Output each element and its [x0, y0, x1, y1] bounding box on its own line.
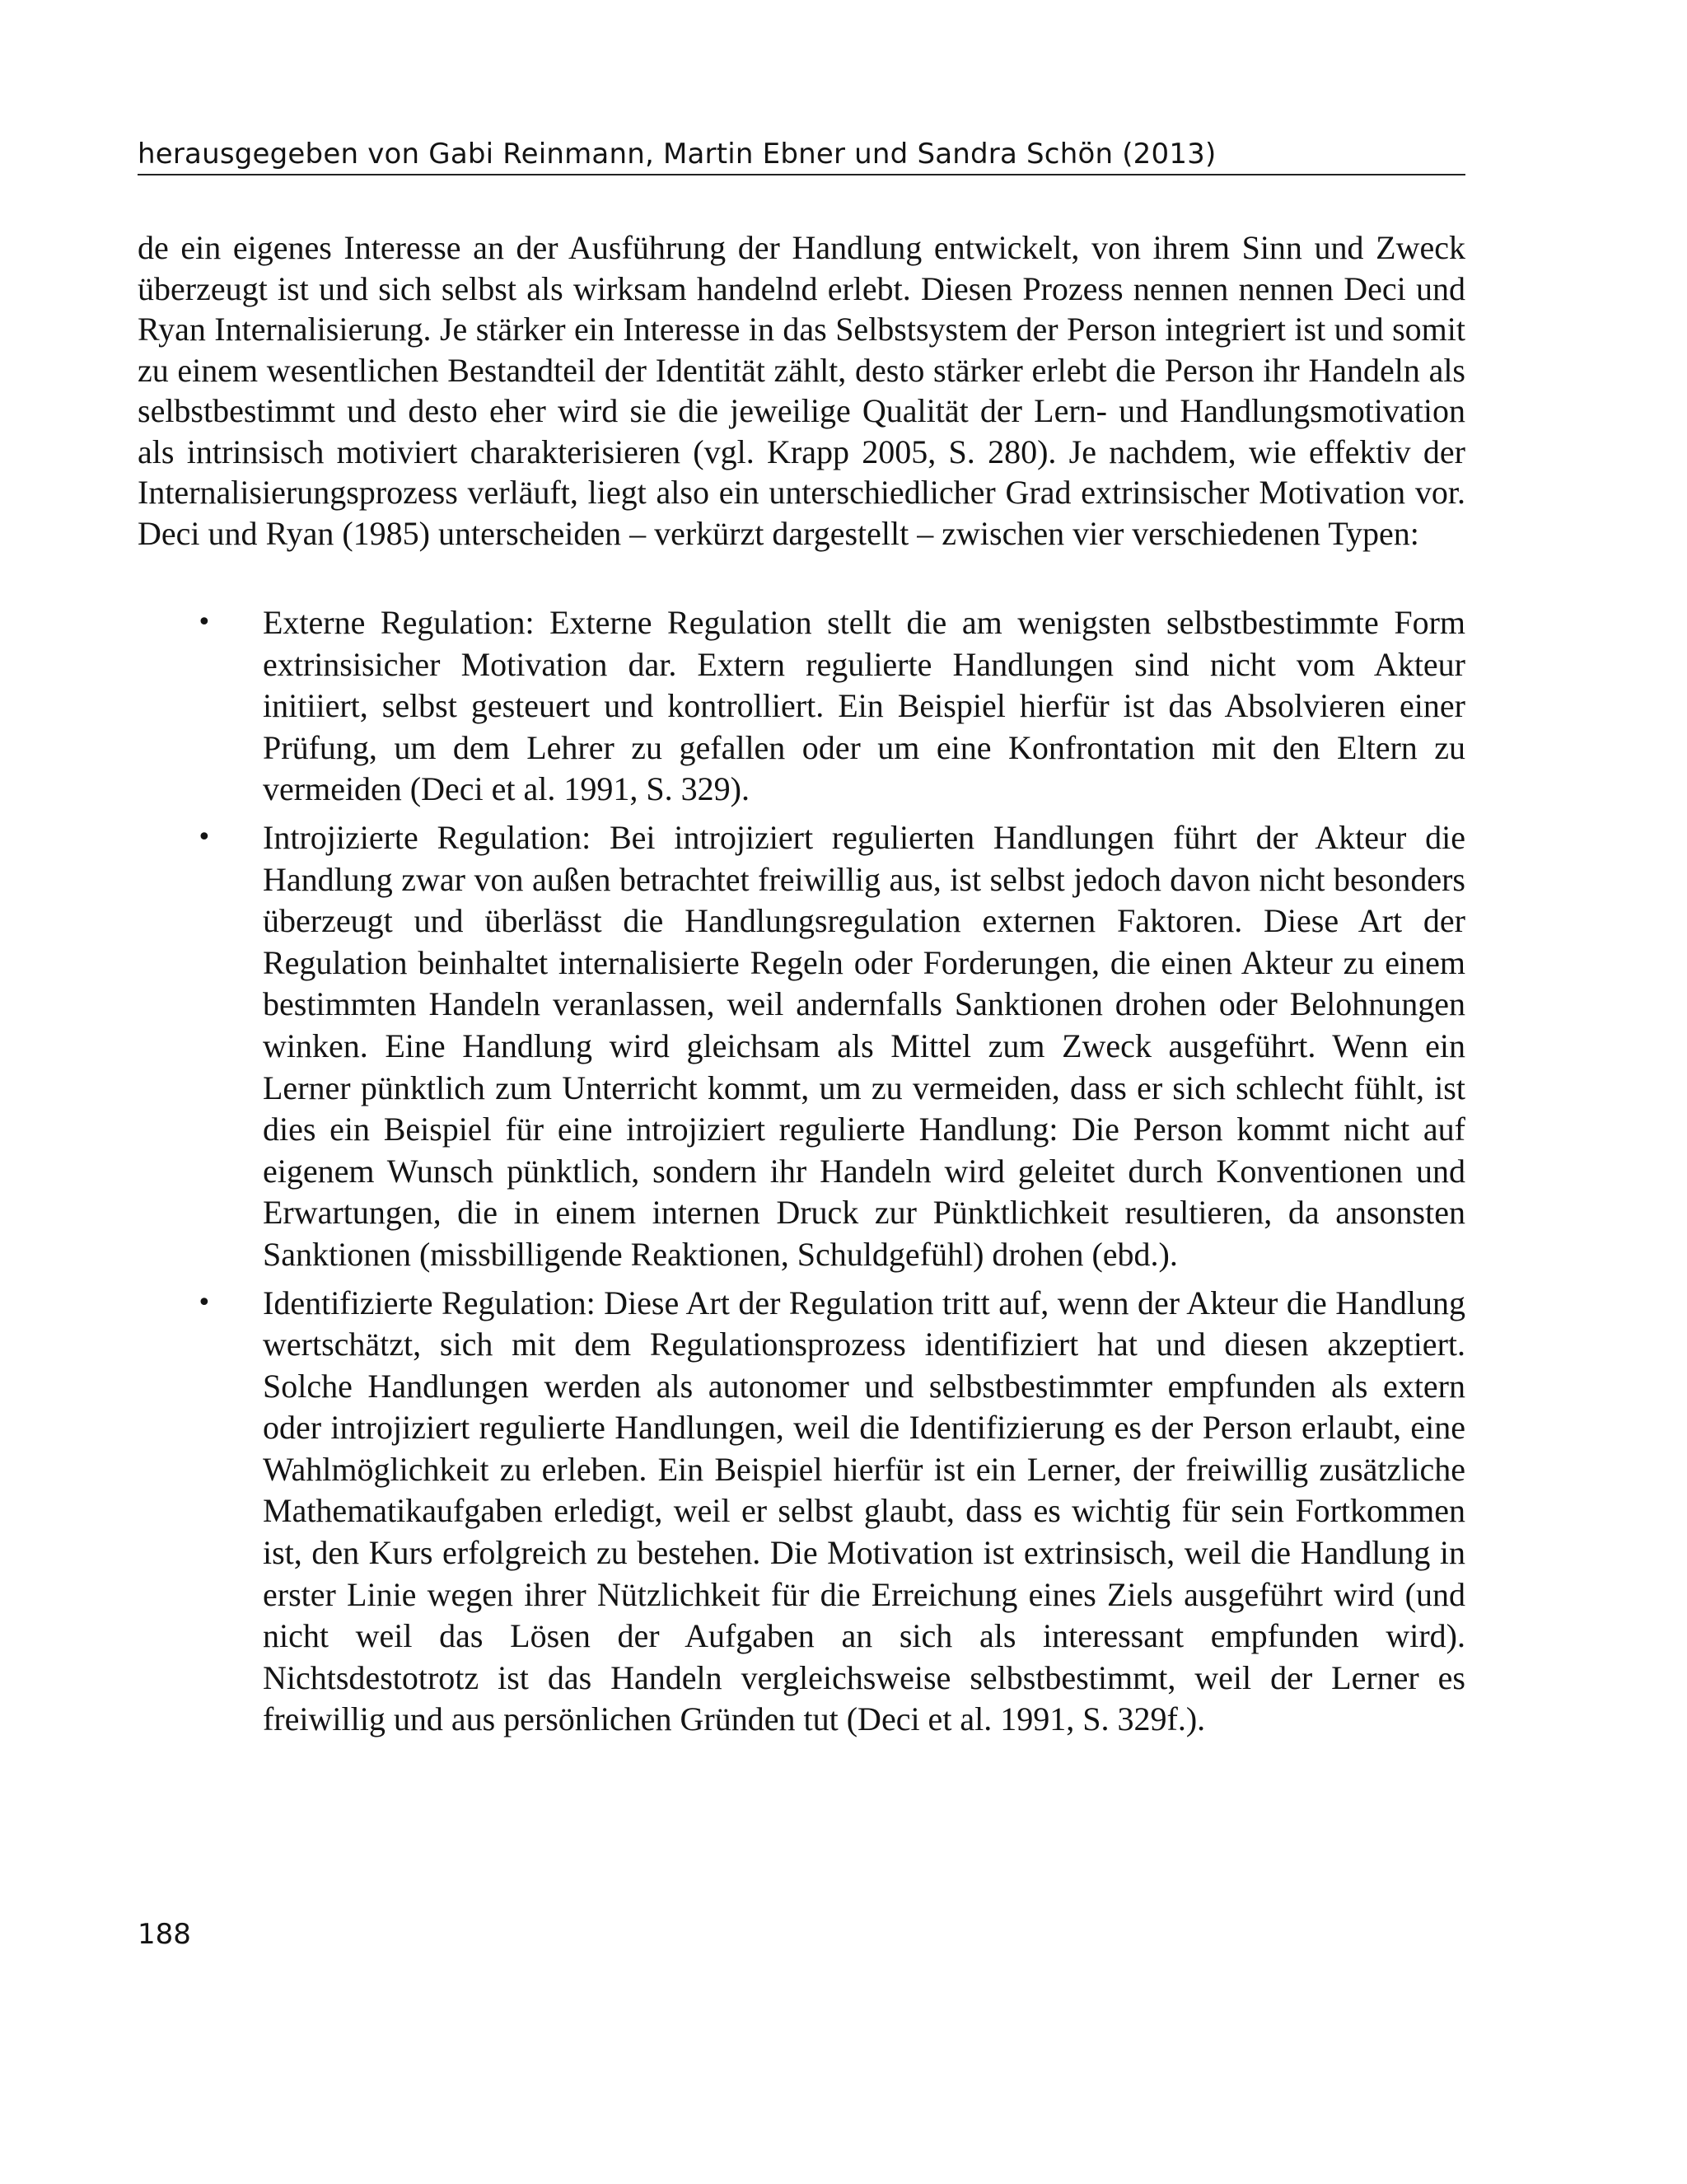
list-item-externe-regulation — [138, 602, 1465, 811]
list-item-text: Identifizierte Regulation: Diese Art der Regulation tritt auf, wenn der Akteur die Handlung wertschätzt, sich mit dem Regulationsprozess identifiziert hat und diesen akzeptiert. Solche Handlungen werden als autonomer und selbstbestimmter empfunden als extern oder introjiziert regulierte Handlungen, weil die Identifizierung es der Person erlaubt, eine Wahlmöglichkeit zu erleben. Ein Beispiel hierfür ist ein Lerner, der freiwillig zusätzliche Mathematikaufgaben erledigt, weil er selbst glaubt, dass es wichtig für sein Fortkommen ist, den Kurs erfolgreich zu bestehen. Die Motivation ist extrinsisch, weil die Handlung in erster Linie wegen ihrer Nützlichkeit für die Erreichung eines Ziels ausgeführt wird (und nicht weil das Lösen der Aufgaben an sich als interessant empfunden wird). Nichtsdestotrotz ist das Handeln vergleichsweise selbstbestimmt, weil der Lerner es freiwillig und aus persönlichen Gründen tut (Deci et al. 1991, S. 329f.). — [263, 1284, 1465, 1738]
list-item-identifizierte-regulation — [138, 1283, 1465, 1742]
bullet-icon: • — [197, 1288, 212, 1317]
running-header: herausgegeben von Gabi Reinmann, Martin Ebner und Sandra Schön (2013) — [138, 136, 1465, 175]
list-item-introjizierte-regulation — [138, 817, 1465, 1276]
list-item-text: Externe Regulation: Externe Regulation stellt die am wenigsten selbstbestimmte Form extrinsisicher Motivation dar. Extern regulierte Handlungen sind nicht vom Akteur initiiert, selbst gesteuert und kontrolliert. Ein Beispiel hierfür ist das Absolvieren einer Prüfung, um dem Lehrer zu gefallen oder um eine Konfrontation mit den Eltern zu vermeiden (Deci et al. 1991, S. 329). — [263, 604, 1465, 808]
page-number: 188 — [138, 1918, 191, 1951]
bullet-icon: • — [197, 822, 212, 852]
list-item-text: Introjizierte Regulation: Bei introjiziert regulierten Handlungen führt der Akteur die Handlung zwar von außen betrachtet freiwillig aus, ist selbst jedoch davon nicht besonders überzeugt und überlässt die Handlungsregulation externen Faktoren. Diese Art der Regulation beinhaltet internalisierte Regeln oder Forderungen, die einen Akteur zu einem bestimmten Handeln veranlassen, weil andernfalls Sanktionen drohen oder Belohnungen winken. Eine Handlung wird gleichsam als Mittel zum Zweck ausgeführt. Wenn ein Lerner pünktlich zum Unterricht kommt, um zu vermeiden, dass er sich schlecht fühlt, ist dies ein Beispiel für eine introjiziert regulierte Handlung: Die Person kommt nicht auf eigenem Wunsch pünktlich, sondern ihr Handeln wird geleitet durch Konventionen und Erwartungen, die in einem internen Druck zur Pünktlichkeit resultieren, da ansonsten Sanktionen (missbilligende Reaktionen, Schuldgefühl) drohen (ebd.). — [263, 818, 1465, 1273]
regulation-types-list — [138, 602, 1465, 1747]
bullet-icon: • — [197, 608, 212, 637]
body-paragraph: de ein eigenes Interesse an der Ausführung der Handlung entwickelt, von ihrem Sinn und Zweck überzeugt ist und sich selbst als wirksam handelnd erlebt. Diesen Prozess nennen nennen Deci und Ryan Internalisierung. Je stärker ein Interesse in das Selbstsystem der Person integriert ist und somit zu einem wesentlichen Bestandteil der Identität zählt, desto stärker erlebt die Person ihr Handeln als selbstbestimmt und desto eher wird sie die jeweilige Qualität der Lern- und Handlungsmotivation als intrinsisch motiviert charakterisieren (vgl. Krapp 2005, S. 280). Je nachdem, wie effektiv der Internalisierungsprozess verläuft, liegt also ein unterschiedlicher Grad extrinsischer Motivation vor. Deci und Ryan (1985) unterscheiden – verkürzt dargestellt – zwischen vier verschiedenen Typen: — [138, 229, 1465, 552]
